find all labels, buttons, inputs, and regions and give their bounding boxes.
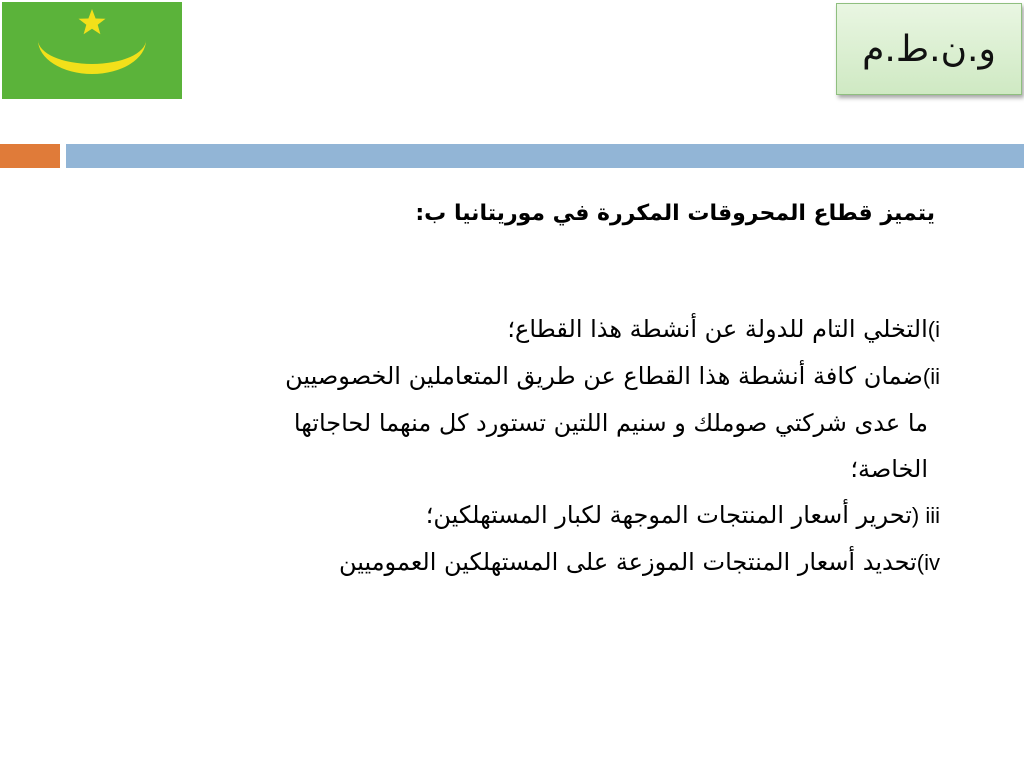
list-item [60, 306, 940, 353]
bullet-list [60, 306, 940, 586]
item-number: ii) [922, 364, 940, 389]
item-text: ضمان كافة أنشطة هذا القطاع عن طريق المتعاملين الخصوصيين [285, 362, 923, 390]
item-continuation: الخاصة؛ [850, 455, 928, 483]
item-number: iv) [916, 550, 940, 575]
mauritania-flag [2, 2, 182, 99]
item-continuation: ما عدى شركتي صوملك و سنيم اللتين تستورد كل منهما لحاجاتها [293, 409, 928, 437]
item-text: تحديد أسعار المنتجات الموزعة على المستهلكين العموميين [338, 548, 917, 576]
slide-heading: يتميز قطاع المحروقات المكررة في موريتانيا ب: [415, 201, 935, 226]
accent-bar-orange [0, 144, 60, 168]
item-number: i) [927, 317, 940, 342]
list-item [60, 353, 940, 492]
list-item [60, 492, 940, 539]
accent-bar-blue [66, 144, 1024, 168]
item-text: التخلي التام للدولة عن أنشطة هذا القطاع؛ [507, 315, 928, 343]
slide-content [60, 192, 940, 586]
title-badge-text: و.ن.ط.م [862, 28, 996, 70]
item-number: iii ( [911, 503, 940, 528]
item-text: تحرير أسعار المنتجات الموجهة لكبار المستهلكين؛ [425, 501, 912, 529]
list-item [60, 539, 940, 586]
title-badge [836, 3, 1022, 95]
